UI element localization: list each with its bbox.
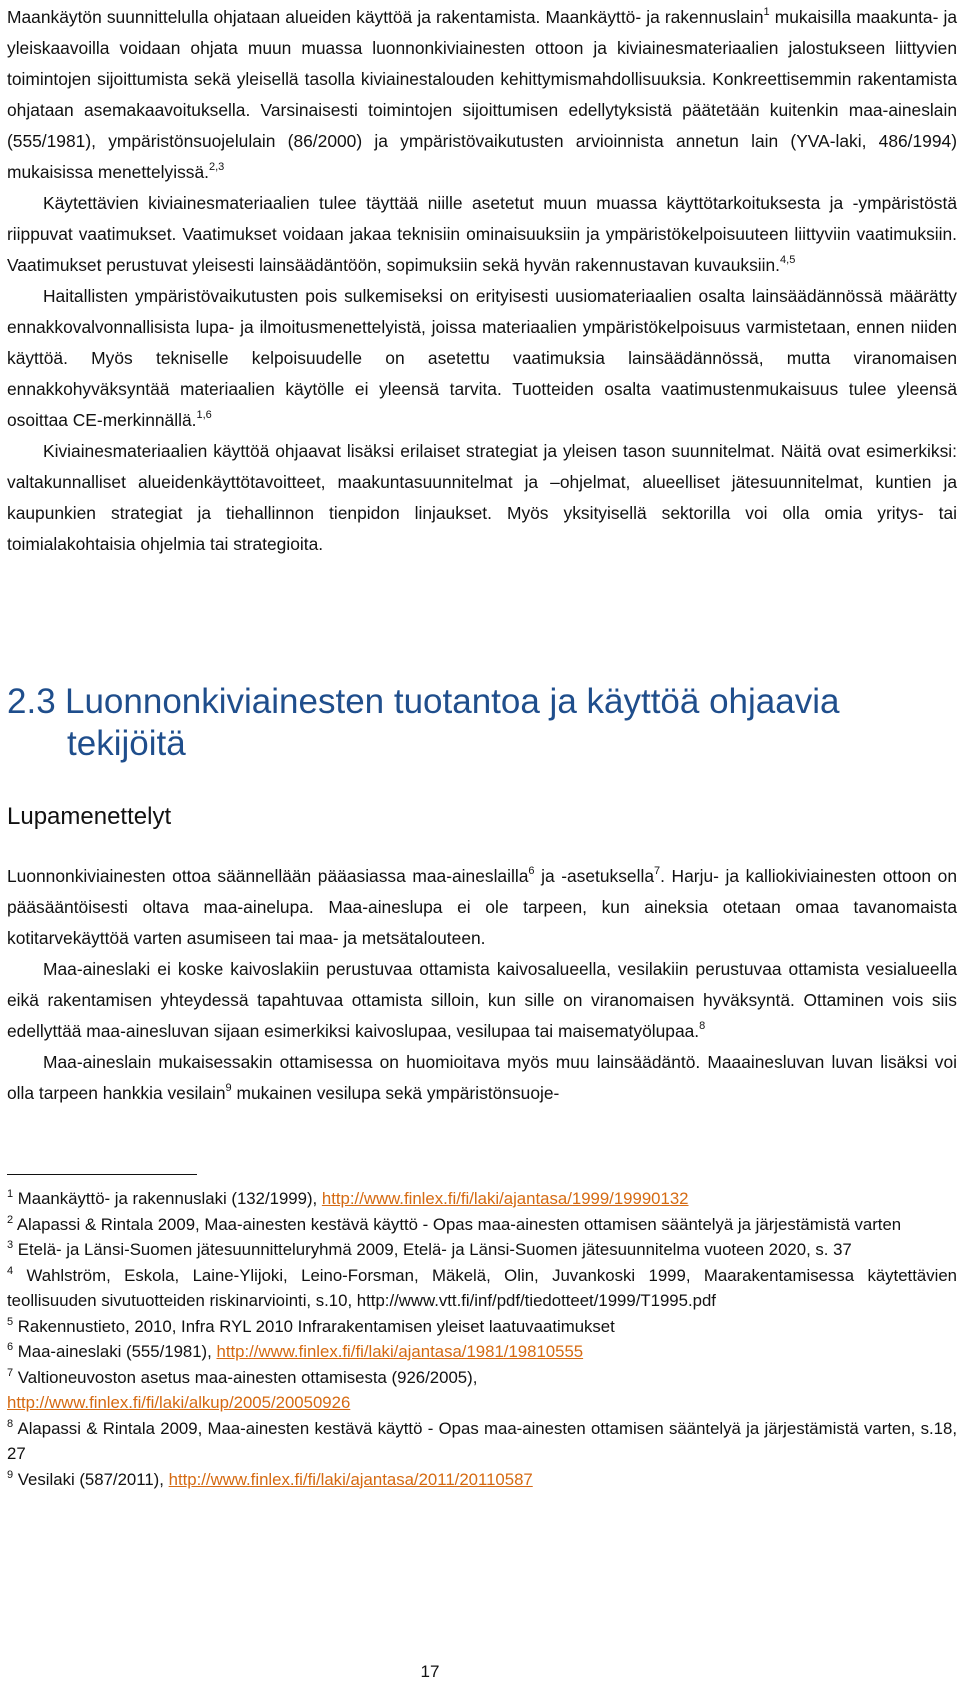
- paragraph-text: Maankäytön suunnittelulla ohjataan alueiden käyttöä ja rakentamista. Maankäyttö- ja rakennuslain: [7, 7, 764, 27]
- paragraph-text: Maa-aineslaki ei koske kaivoslakiin perustuvaa ottamista kaivosalueella, vesilakiin perustuvaa ottamista vesialueella eikä rakentamisen yhteydessä tapahtuvaa ottamista silloin, kun sille on viranomaisen hyväksyntä. Ottaminen vois siis edellyttää maa-ainesluvan sijaan esimerkiksi kaivoslupaa, vesilupaa tai maisematyölupaa.: [7, 959, 957, 1041]
- footnote-number: 7: [7, 1366, 14, 1379]
- footnote-ref[interactable]: 6: [528, 865, 535, 877]
- footnote-text: Etelä- ja Länsi-Suomen jätesuunnitteluryhmä 2009, Etelä- ja Länsi-Suomen jätesuunnitelma vuoteen 2020, s. 37: [13, 1240, 852, 1259]
- footnote-link[interactable]: http://www.finlex.fi/fi/laki/ajantasa/1999/19990132: [321, 1189, 689, 1208]
- paragraph-text: mukainen vesilupa sekä ympäristönsuoje-: [231, 1083, 560, 1103]
- paragraph-text: Luonnonkiviainesten ottoa säännellään pääasiassa maa-aineslailla: [7, 866, 529, 886]
- paragraph-text: mukaisilla maakunta- ja yleiskaavoilla voidaan ohjata muun muassa luonnonkiviainesten ottoon ja kiviainesmateriaalien jalostukseen liittyvien toimintojen sijoittumista sekä yleisellä tasolla kiviainestalouden kehittymismahdollisuuksia. Konkreettisemmin rakentamista ohjataan asemakaavoituksella. Varsinaisesti toimintojen sijoittumisen edellytyksistä päätetään kuitenkin maa-aineslain (555/1981), ympäristönsuojelulain (86/2000) ja ympäristövaikutusten arvioinnista annetun lain (YVA-laki, 486/1994) mukaisissa menettelyissä.: [7, 7, 957, 182]
- footnote-ref[interactable]: 7: [654, 865, 661, 877]
- footnote-number: 1: [7, 1188, 14, 1200]
- footnote-link[interactable]: http://www.finlex.fi/fi/laki/alkup/2005/20050926: [7, 1393, 351, 1412]
- paragraph-exclusions: [7, 954, 957, 1047]
- footnote-text: Alapassi & Rintala 2009, Maa-ainesten kestävä käyttö - Opas maa-ainesten ottamisen sääntelyä ja järjestämistä varten, s.18, 27: [7, 1418, 957, 1463]
- paragraph-text: . Harju- ja kalliokiviainesten ottoon on pääsääntöisesti oltava maa-ainelupa. Maa-aineslupa ei ole tarpeen, kun aineksia otetaan omaa tavanomaista kotitarvekäyttöä varten asumiseen tai maa- ja metsätalouteen.: [7, 866, 957, 948]
- section-heading: [7, 681, 957, 765]
- footnote-link[interactable]: http://www.finlex.fi/fi/laki/ajantasa/1981/19810555: [216, 1342, 584, 1361]
- paragraph-requirements: [7, 188, 957, 281]
- paragraph-permits: [7, 861, 957, 954]
- paragraph-strategies: Kiviainesmateriaalien käyttöä ohjaavat lisäksi erilaiset strategiat ja yleisen tason suunnitelmat. Näitä ovat esimerkiksi: valtakunnalliset alueidenkäyttötavoitteet, maakuntasuunnitelmat ja –ohjelmat, alueelliset jätesuunnitelmat, kuntien ja kaupunkien strategiat ja tiehallinnon tienpidon linjaukset. Myös yksityisellä sektorilla voi olla omia yritys- tai toimialakohtaisia ohjelmia tai strategioita.: [7, 441, 957, 554]
- paragraph-text: Käytettävien kiviainesmateriaalien tulee täyttää niille asetetut muun muassa käyttötarkoituksesta ja -ympäristöstä riippuvat vaatimukset. Vaatimukset voidaan jakaa teknisiin ominaisuuksiin ja ympäristökelpoisuuteen liittyviin vaatimuksiin. Vaatimukset perustuvat yleisesti lainsäädäntöön, sopimuksiin sekä hyvän rakennustavan kuvauksiin.: [7, 193, 957, 275]
- footnote-number: 2: [7, 1213, 14, 1226]
- paragraph-environmental-effects: [7, 281, 957, 436]
- paragraph-land-use: [7, 2, 957, 188]
- footnote-number: 9: [7, 1468, 14, 1481]
- section-title-line2: tekijöitä: [67, 724, 186, 763]
- paragraph-other-legislation: [7, 1047, 957, 1109]
- footnote-item: [7, 1186, 957, 1212]
- footnote-item: [7, 1237, 957, 1263]
- footnote-ref[interactable]: 4,5: [780, 254, 796, 266]
- footnote-ref[interactable]: 9: [225, 1082, 232, 1094]
- footnote-ref[interactable]: 8: [699, 1020, 706, 1032]
- footnote-link[interactable]: http://www.finlex.fi/fi/laki/ajantasa/2011/20110587: [168, 1469, 533, 1489]
- footnote-item: [7, 1263, 957, 1314]
- footnote-text: Alapassi & Rintala 2009, Maa-ainesten kestävä käyttö - Opas maa-ainesten ottamisen sääntelyä ja järjestämistä varten: [13, 1214, 902, 1234]
- footnote-text: Wahlström, Eskola, Laine-Ylijoki, Leino-Forsman, Mäkelä, Olin, Juvankoski 1999, Maarakentamisessa käytettävien teollisuuden sivutuotteiden riskinarviointi, s.10, http://www.vtt.fi/inf/pdf/tiedotteet/1999/T1995.pdf: [7, 1265, 957, 1310]
- footnotes: [7, 1186, 957, 1492]
- paragraph-text: ja -asetuksella: [534, 866, 655, 886]
- footnote-item: [7, 1365, 957, 1416]
- top-text-block: [7, 2, 957, 560]
- footnote-number: 3: [7, 1239, 14, 1251]
- footnote-divider: [7, 1174, 197, 1175]
- section-title-line1: Luonnonkiviainesten tuotantoa ja käyttöä ohjaavia: [65, 682, 840, 721]
- footnote-number: 4: [7, 1264, 14, 1277]
- footnote-text: Valtioneuvoston asetus maa-ainesten ottamisesta (926/2005),: [13, 1367, 478, 1387]
- footnote-item: [7, 1416, 957, 1467]
- footnote-ref[interactable]: 2,3: [209, 161, 225, 173]
- paragraph-text: Maa-aineslain mukaisessakin ottamisessa on huomioitava myös muu lainsäädäntö. Maaainesluvan luvan lisäksi voi olla tarpeen hankkia vesilain: [7, 1052, 957, 1103]
- footnote-text: Rakennustieto, 2010, Infra RYL 2010 Infrarakentamisen yleiset laatuvaatimukset: [13, 1316, 615, 1336]
- footnote-item: [7, 1467, 957, 1493]
- footnote-text: Maankäyttö- ja rakennuslaki (132/1999),: [13, 1189, 322, 1208]
- paragraph-text: Haitallisten ympäristövaikutusten pois sulkemiseksi on erityisesti uusiomateriaalien osalta lainsäädännössä määrätty ennakkovalvonnallisista lupa- ja ilmoitusmenettelyistä, joissa materiaalien ympäristökelpoisuus varmistetaan, ennen niiden käyttöä. Myös tekniselle kelpoisuudelle on asetettu vaatimuksia lainsäädännössä, mutta viranomaisen ennakkohyväksyntää materiaalien käytölle ei yleensä tarvita. Tuotteiden osalta vaatimustenmukaisuus tulee yleensä osoittaa CE-merkinnällä.: [7, 286, 957, 430]
- footnote-ref[interactable]: 1: [763, 6, 770, 18]
- footnote-text: Vesilaki (587/2011),: [13, 1469, 169, 1489]
- footnote-number: 5: [7, 1315, 14, 1328]
- footnote-number: 6: [7, 1341, 14, 1353]
- footnote-item: [7, 1339, 957, 1365]
- footnote-item: [7, 1212, 957, 1238]
- footnote-ref[interactable]: 1,6: [196, 409, 212, 421]
- footnote-item: [7, 1314, 957, 1340]
- subsection-heading: Lupamenettelyt: [7, 803, 172, 830]
- footnote-number: 8: [7, 1417, 14, 1430]
- bottom-text-block: [7, 861, 957, 1109]
- footnote-text: Maa-aineslaki (555/1981),: [13, 1342, 217, 1361]
- page-number: 17: [420, 1662, 440, 1681]
- section-number: 2.3: [7, 682, 56, 721]
